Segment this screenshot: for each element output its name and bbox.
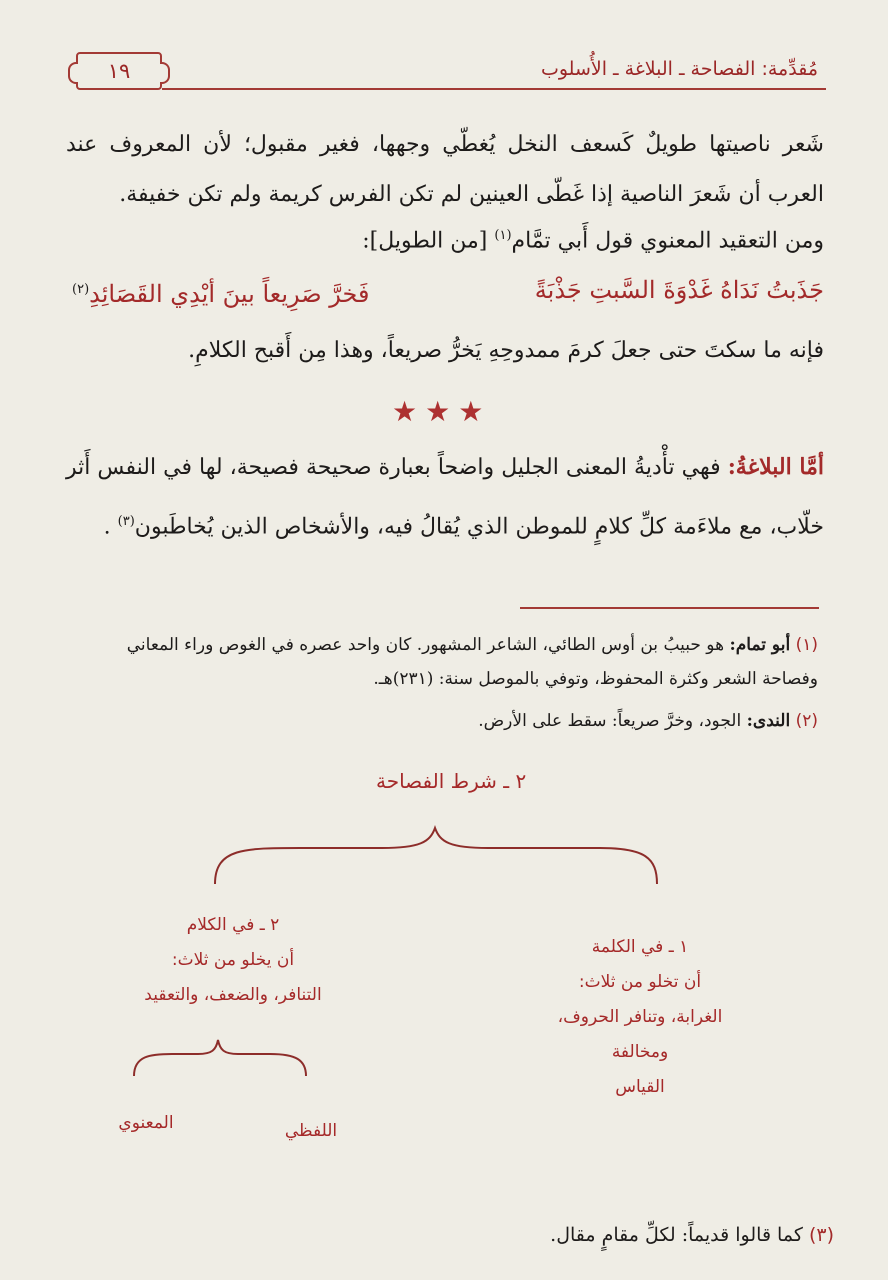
left-branch-heading: ٢ ـ في الكلام — [186, 915, 280, 935]
meter-label: [من الطويل]: — [362, 228, 488, 254]
footnote-ref-2[interactable]: (٢) — [72, 282, 90, 297]
balagha-text: فهي تأْديةُ المعنى الجليل واضحاً بعبارة صحيحة فصيحة، لها في النفس أَثر خلّاب، مع ملاءَمة كلِّ كلامٍ للموطن الذي يُقالُ فيه، والأشخاص الذين يُخاطَبون — [66, 455, 824, 540]
right-branch-heading: ١ ـ في الكلمة — [591, 937, 689, 957]
verse-right-hemistich: جَذَبتُ نَدَاهُ غَدْوَةَ السَّبتِ جَذْبَةً — [534, 276, 824, 304]
paragraph-1: شَعر ناصيتها طويلٌ كَسعف النخل يُغطّي وجهها، فغير مقبول؛ لأن المعروف عند العرب أن شَعرَ الناصية إذا غَطّى العينين لم تكن الفرس كريمة ولم تكن خفيفة. — [66, 132, 824, 207]
footnote-1-number: (١) — [795, 635, 818, 655]
left-branch — [128, 908, 338, 1013]
right-branch-condition: أن تخلو من ثلاث: — [578, 972, 702, 992]
footnote-2-number: (٢) — [795, 711, 818, 731]
paragraph-2: فإنه ما سكتَ حتى جعلَ كرمَ ممدوحِهِ يَخرُّ صريعاً، وهذا مِن أَقبح الكلامِ. — [188, 338, 824, 363]
intro-line-text: ومن التعقيد المعنوي قول أَبي تمَّام — [511, 228, 824, 254]
footnote-2-label: الندى: — [746, 711, 791, 731]
footnote-1-text: هو حبيبُ بن أوس الطائي، الشاعر المشهور. كان واحد عصره في الغوص وراء المعاني وفصاحة الشعر وكثرة المحفوظ، وتوفي بالموصل سنة: (٢٣١)هـ. — [126, 635, 818, 689]
sub-branch-lafzi: اللفظي — [284, 1121, 338, 1141]
verse-left-text: فَخرَّ صَرِيعاً بينَ أيْدِي القَصَائِدِ — [89, 280, 370, 308]
balagha-label: أمَّا البلاغةُ: — [727, 454, 825, 480]
sub-branch-manawi: المعنوي — [118, 1113, 174, 1133]
right-branch — [530, 930, 750, 1105]
footnote-ref-3[interactable]: (٣) — [117, 514, 135, 529]
page-number: ١٩ — [107, 59, 131, 83]
footnote-1-label: أبو تمام: — [729, 635, 791, 655]
main-brace — [215, 828, 657, 884]
footnote-2-text: الجود، وخرَّ صريعاً: سقط على الأرض. — [478, 711, 742, 731]
running-header-title: مُقدِّمة: الفصاحة ـ البلاغة ـ الأُسلوب — [540, 58, 818, 80]
footnote-3-number: (٣) — [808, 1224, 834, 1246]
footnote-3-text: كما قالوا قديماً: لكلِّ مقامٍ مقال. — [550, 1224, 803, 1246]
balagha-end: . — [103, 514, 111, 540]
right-branch-items-line1: الغرابة، وتنافر الحروف، ومخالفة — [557, 1007, 723, 1062]
left-branch-items: التنافر، والضعف، والتعقيد — [144, 985, 322, 1005]
footnote-3 — [550, 1224, 834, 1246]
right-branch-items-line2: القياس — [615, 1077, 665, 1097]
footnote-ref-1[interactable]: (١) — [494, 228, 512, 243]
section-stars-divider: ★★★ — [392, 395, 492, 428]
diagram-title: ٢ ـ شرط الفصاحة — [376, 769, 527, 793]
left-branch-condition: أن يخلو من ثلاث: — [171, 950, 295, 970]
secondary-brace — [134, 1040, 306, 1076]
